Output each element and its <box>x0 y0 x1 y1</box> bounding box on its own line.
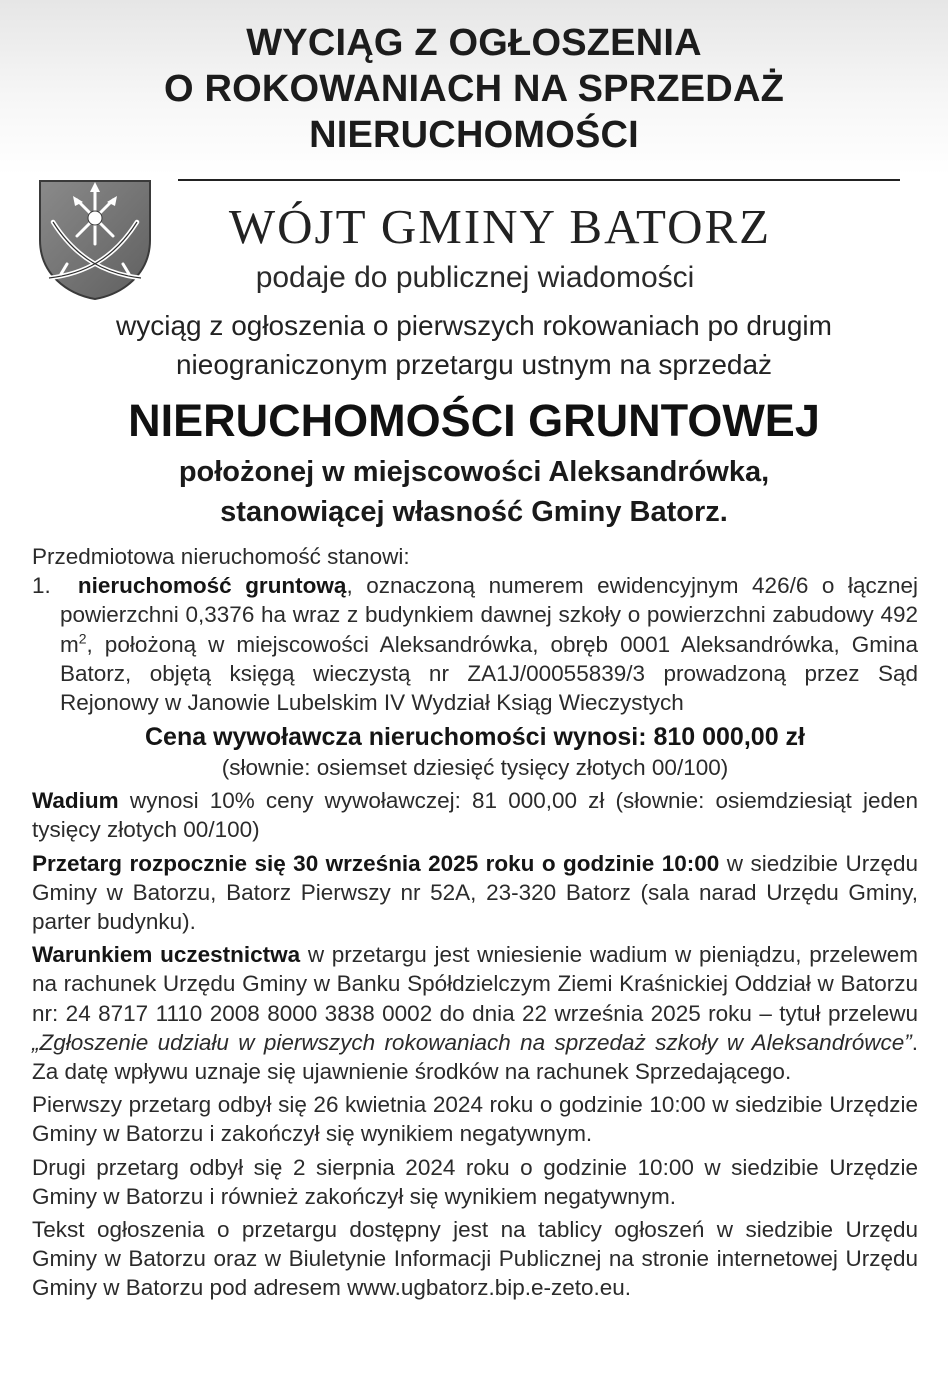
deposit-text: wynosi 10% ceny wywoławczej: 81 000,00 zł (słownie: osiemdziesiąt jeden tysięcy złotych 00/100) <box>32 788 918 843</box>
subject-heading: NIERUCHOMOŚCI GRUNTOWEJ <box>128 395 820 446</box>
conditions-text-end: . Za datę wpływu uznaje się ujawnienie środków na rachunek Sprzedającego. <box>32 1029 918 1085</box>
header-divider <box>178 179 900 181</box>
notice-availability-paragraph: Tekst ogłoszenia o przetargu dostępny jest na tablicy ogłoszeń w siedzibie Urzędu Gminy w Batorzu oraz w Biuletynie Informacji Publicznej na stronie internetowej Urzędu Gminy w Batorzu pod adresem www.ugbatorz.bip.e-zeto.eu. <box>32 1217 918 1301</box>
second-auction-paragraph: Drugi przetarg odbył się 2 sierpnia 2024 roku o godzinie 10:00 w siedzibie Urzędzie Gminy w Batorzu i również zakończył się wynikiem negatywnym. <box>32 1154 918 1209</box>
location-text <box>0 452 948 532</box>
property-item-text-continued: , położoną w miejscowości Aleksandrówka, obręb 0001 Aleksandrówka, Gmina Batorz, objętą księgą wieczystą nr ZA1J/00055839/3 prowadzoną przez Sąd Rejonowy w Janowie Lubelskim IV Wydział Ksiąg Wieczystych <box>60 631 918 716</box>
auction-date: Przetarg rozpocznie się 30 września 2025 roku o godzinie 10:00 <box>32 850 720 876</box>
title-line-3: NIERUCHOMOŚCI <box>309 114 639 156</box>
announcement-title <box>0 20 948 158</box>
auction-paragraph <box>32 849 918 937</box>
property-item <box>32 571 918 717</box>
coat-of-arms-icon <box>37 178 153 302</box>
starting-price-words: (słownie: osiemset dziesięć tysięcy złotych 00/100) <box>221 755 729 781</box>
announce-line: podaje do publicznej wiadomości <box>255 261 695 294</box>
transfer-title: „Zgłoszenie udziału w pierwszych rokowaniach na sprzedaż szkoły w Aleksandrówce” <box>32 1029 912 1055</box>
intro-line-1: wyciąg z ogłoszenia o pierwszych rokowaniach po drugim <box>116 310 832 341</box>
title-line-2: O ROKOWANIACH NA SPRZEDAŻ <box>163 68 785 110</box>
property-lead: Przedmiotowa nieruchomość stanowi: <box>32 544 410 569</box>
conditions-label: Warunkiem uczestnictwa <box>32 942 301 968</box>
area-unit-superscript: 2 <box>78 630 87 647</box>
location-line-1: położonej w miejscowości Aleksandrówka, <box>178 456 770 488</box>
intro-text <box>0 306 948 384</box>
location-line-2: stanowiącej własność Gminy Batorz. <box>220 496 728 528</box>
deposit-paragraph <box>32 786 918 844</box>
deposit-label: Wadium <box>32 788 119 814</box>
title-line-1: WYCIĄG Z OGŁOSZENIA <box>246 22 702 64</box>
property-item-bold: nieruchomość gruntową <box>77 573 347 599</box>
auction-place: w siedzibie Urzędu Gminy w Batorzu, Batorz Pierwszy nr 52A, 23-320 Batorz (sala narad Urzędu Gminy, parter budynku). <box>32 850 918 935</box>
conditions-text: w przetargu jest wniesienie wadium w pieniądzu, przelewem na rachunek Urzędu Gminy w Banku Spółdzielczym Ziemi Kraśnickiej Oddział w Batorzu nr: 24 8717 1110 2008 8000 3838 0002 do dnia 22 września 2025 roku – tytuł przelewu <box>32 942 918 1026</box>
first-auction-paragraph: Pierwszy przetarg odbył się 26 kwietnia 2024 roku o godzinie 10:00 w siedzibie Urzędzie Gminy w Batorzu i zakończył się wynikiem negatywnym. <box>32 1092 918 1147</box>
announcement-body <box>32 542 918 1303</box>
property-item-text: , oznaczoną numerem ewidencyjnym 426/6 o łącznej powierzchni 0,3376 ha wraz z budynkiem dawnej szkoły o powierzchni zabudowy 492 m <box>60 573 918 657</box>
conditions-paragraph <box>32 940 918 1086</box>
authority-name: WÓJT GMINY BATORZ <box>228 199 772 254</box>
property-item-number: 1. <box>32 573 51 599</box>
starting-price: Cena wywoławcza nieruchomości wynosi: 810 000,00 zł <box>145 723 805 752</box>
intro-line-2: nieograniczonym przetargu ustnym na sprzedaż <box>175 349 773 380</box>
